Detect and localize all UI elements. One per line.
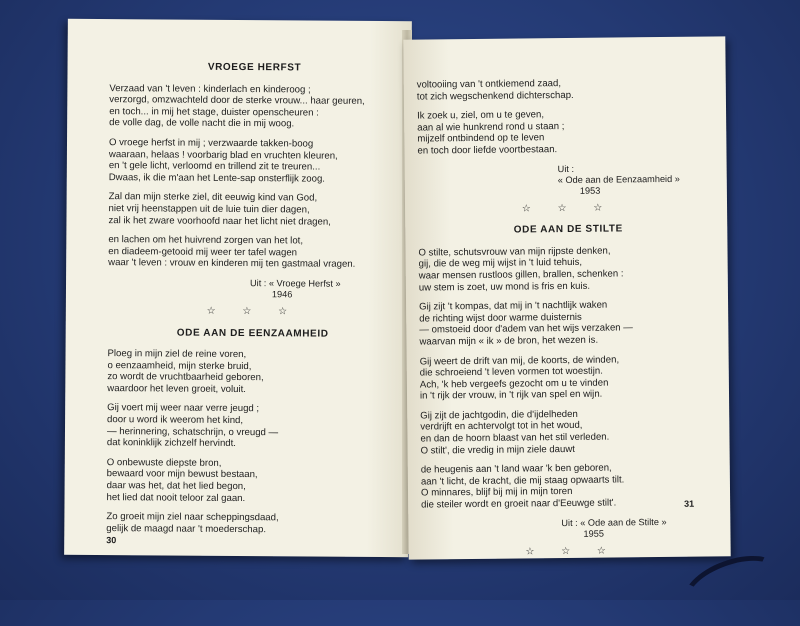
poem-line: die schroeiend 't leven vormen tot woestijn.: [419, 365, 603, 379]
source-credit-3: [561, 516, 721, 540]
poem-line: Ploeg in mijn ziel de reine voren,: [107, 348, 247, 361]
credit-text: Uit : « Ode aan de Stilte »: [561, 516, 667, 528]
source-credit: [250, 278, 398, 301]
poem-line: Gij zijt 't kompas, dat mij in 't nachtlijk waken: [419, 299, 608, 313]
poem-line: O onbewuste diepste bron,: [106, 456, 222, 469]
poem-line: zo wordt de vruchtbaarheid geboren,: [107, 371, 264, 384]
stanza: [420, 353, 720, 403]
poem-line: en 't gele licht, verloomd en trillend zit te treuren...: [108, 160, 321, 173]
poem-line: de heugenis aan 't land waar 'k ben geboren,: [420, 462, 612, 476]
stanza: [107, 348, 397, 396]
poem-line: de richting wijst door warme duisternis: [419, 311, 582, 325]
poem-line: voltooiing van 't ontkiemend zaad,: [416, 78, 562, 91]
poem-line: verdrijft en achtervolgt tot in het woud,: [420, 420, 583, 434]
poem-line: — herinnering, schatschrijn, o vreugd —: [106, 425, 279, 438]
poem-body-continued: [417, 76, 718, 157]
poem-line: waar mensen rustloos gillen, brallen, schenken :: [418, 268, 624, 282]
poem-line: waardoor het leven groeit, voluit.: [107, 382, 246, 395]
source-credit-2: [558, 162, 718, 197]
credit-year: 1955: [583, 528, 604, 539]
left-page-text: [106, 61, 399, 544]
stanza: [108, 191, 398, 228]
poem-line: gij, die de weg mij wijst in 't luid tehuis,: [418, 257, 583, 270]
poem-line: O vroege herfst in mij ; verzwaarde takken-boog: [108, 137, 314, 150]
poem-line: verzorgd, omzwachteld door de sterke vrouw... haar geuren,: [109, 94, 365, 108]
poem-line: Zal dan mijn sterke ziel, dit eeuwig kind van God,: [108, 191, 318, 204]
poem-line: en toch door liefde voortbestaan.: [417, 144, 558, 157]
right-page-text: [417, 76, 722, 559]
poem-line: mijzelf ontbindend op te leven: [417, 132, 545, 145]
poem-line: o eenzaamheid, mijn sterke bruid,: [107, 359, 252, 372]
poem-title-ode-eenzaamheid: ODE AAN DE EENZAAMHEID: [176, 327, 329, 340]
poem-line: in 't rijk der vrouw, in 't rijk van spel en wijn.: [419, 388, 603, 402]
poem-line: het lied dat nooit teloor zal gaan.: [106, 491, 246, 504]
stanza: [108, 234, 398, 271]
poem-line: niet vrij heenstappen uit de luie tuin dier dagen,: [108, 203, 310, 216]
page-number-right: 31: [684, 498, 695, 509]
right-page: [403, 36, 730, 559]
poem-title-vroege-herfst: VROEGE HERFST: [207, 61, 302, 74]
poem-line: en lachen om het huivrend zorgen van het lot,: [108, 234, 304, 247]
poem-line: en diadeem-getooid mij weer ter tafel wagen: [108, 245, 298, 259]
section-divider-stars: ☆ ☆ ☆: [521, 202, 615, 215]
stanza: [419, 299, 719, 349]
poem-line: Zo groeit mijn ziel naar scheppingsdaad,: [106, 511, 279, 524]
poem-line: Ach, 'k heb vergeefs gezocht om u te vinden: [419, 377, 609, 391]
credit-text: Uit : « Vroege Herfst »: [250, 277, 341, 289]
poem-line: O minnares, blijf bij mij in mijn toren: [420, 486, 573, 499]
poem-line: zal ik het zware voorhoofd naar het licht niet dragen,: [108, 214, 331, 228]
poem-line: — omstoeid door d'adem van het wijs verzaken —: [419, 322, 633, 336]
stanza: [420, 407, 720, 457]
stanza: [417, 108, 717, 158]
poem-line: tot zich wegschenkend dichterschap.: [416, 89, 574, 103]
stanza: [418, 244, 718, 294]
poem-line: en dan de hoorn blaast van het stil verleden.: [420, 431, 610, 445]
credit-text: Uit :: [557, 163, 575, 174]
credit-year: 1953: [579, 185, 601, 196]
poem-body-ode-stilte: [418, 244, 721, 511]
poem-body-ode-eenzaamheid: [106, 348, 397, 536]
poem-title-ode-stilte: ODE AAN DE STILTE: [513, 223, 623, 236]
page-number-left: 30: [106, 535, 117, 546]
poem-line: Gij voert mij weer naar verre jeugd ;: [107, 402, 260, 415]
credit-year: 1946: [271, 289, 293, 300]
stanza: [107, 403, 397, 451]
poem-line: O stilt', die vredig in mijn ziele dauwt: [420, 443, 575, 457]
poem-line: Gij zijt de jachtgodin, die d'ijdelheden: [420, 408, 578, 422]
stanza: [106, 511, 396, 536]
poem-line: waaraan, helaas ! voorbarig blad en vruchten kleuren,: [108, 148, 338, 162]
poem-line: aan 't licht, de kracht, die mij staag opwaarts tilt.: [420, 474, 625, 488]
poem-line: daar was het, dat het lied begon,: [106, 480, 246, 493]
poem-line: bewaard voor mijn bewust bestaan,: [106, 468, 258, 481]
stanza: [109, 83, 399, 131]
poem-line: uw stem is zoet, uw mond is fris en kuis.: [418, 280, 591, 294]
poem-line: die steiler wordt en groeit naar d'Eeuwge stilt'.: [421, 497, 617, 511]
poem-line: Verzaad van 't leven : kinderlach en kinderoog ;: [109, 82, 311, 96]
poem-line: dat koninklijk zichzelf hervindt.: [106, 437, 236, 450]
poem-body-vroege-herfst: [108, 83, 399, 271]
poem-line: O stilte, schutsvrouw van mijn rijpste denken,: [418, 245, 611, 259]
credit-text-2: « Ode aan de Eenzaamheid »: [557, 173, 680, 185]
stanza: [106, 457, 396, 505]
stanza: [109, 137, 399, 185]
stanza: [421, 462, 721, 512]
poem-line: waarvan mijn « ik » de bron, het wezen is.: [419, 334, 599, 348]
poem-line: de volle dag, de volle nacht die in mij woog.: [109, 117, 295, 130]
stanza: [417, 76, 717, 102]
section-divider-stars: ☆ ☆ ☆: [525, 545, 618, 558]
poem-line: gelijk de maagd naar 't moederschap.: [106, 522, 267, 536]
poem-line: door u word ik weerom het kind,: [107, 414, 244, 427]
poem-line: Ik zoek u, ziel, om u te geven,: [417, 109, 545, 122]
poem-line: Gij weert de drift van mij, de koorts, de winden,: [419, 353, 620, 368]
left-page: [64, 19, 412, 557]
poem-line: waar 't leven : vrouw en kinderen mij ten gastmaal vragen.: [108, 257, 356, 271]
poem-line: Dwaas, ik die m'aan het Lente-sap onsterflijk zoog.: [108, 171, 326, 185]
section-divider-stars: ☆ ☆ ☆: [206, 305, 300, 318]
poem-line: aan al wie hunkrend rond u staan ;: [417, 120, 565, 134]
poem-line: en toch... in mij het stage, duister openscheuren :: [109, 105, 319, 119]
